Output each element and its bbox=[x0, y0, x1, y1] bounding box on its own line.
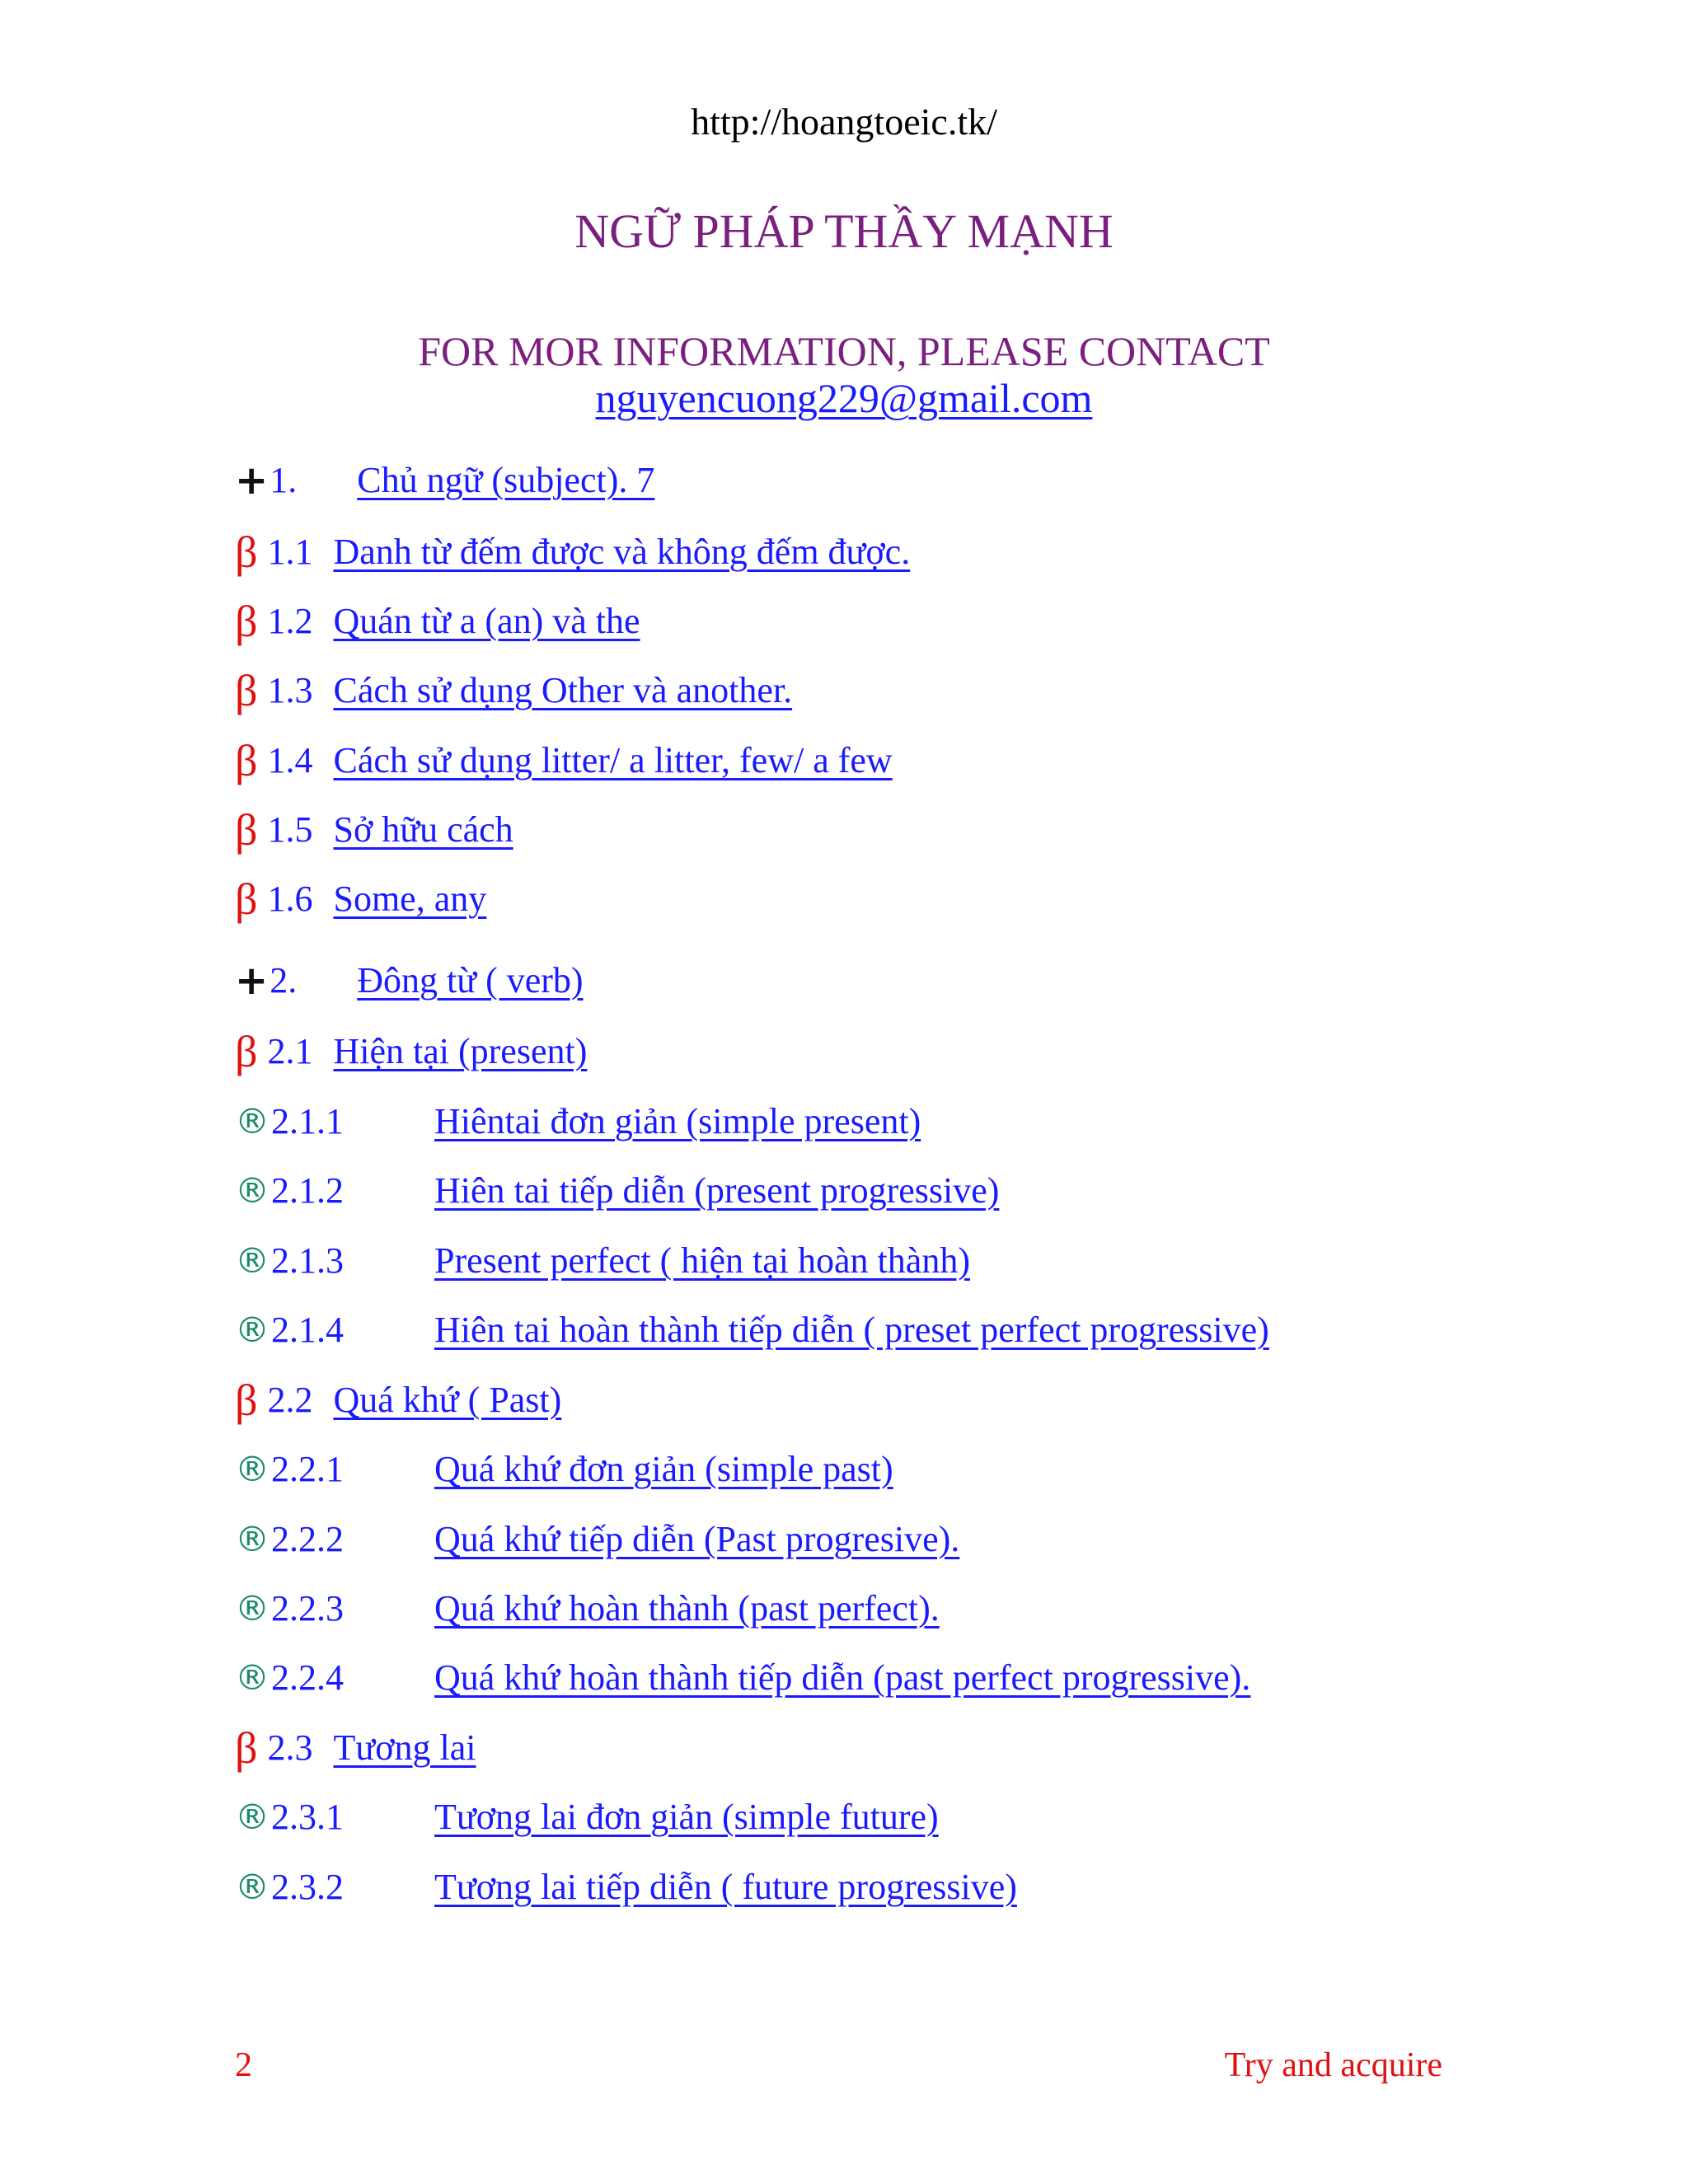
toc-number: 2.1 bbox=[267, 1031, 313, 1071]
toc-text: Danh từ đếm được và không đếm được. bbox=[333, 532, 911, 572]
registered-bullet-icon: ® bbox=[235, 1101, 270, 1141]
contact-line: FOR MOR INFORMATION, PLEASE CONTACT bbox=[418, 328, 1270, 374]
toc-link[interactable] bbox=[267, 1723, 476, 1773]
toc-text: Some, any bbox=[333, 879, 487, 919]
toc-text: Quá khứ đơn giản (simple past) bbox=[434, 1449, 893, 1489]
toc-link[interactable] bbox=[267, 874, 486, 924]
header-url: http://hoangtoeic.tk/ bbox=[691, 101, 997, 143]
toc-link[interactable] bbox=[271, 1097, 921, 1146]
toc-row[interactable] bbox=[235, 452, 654, 509]
toc-number: 1.4 bbox=[267, 740, 313, 780]
toc-row[interactable] bbox=[235, 593, 640, 650]
toc-link[interactable] bbox=[267, 597, 640, 646]
toc-number: 2.1.4 bbox=[271, 1310, 344, 1350]
toc-link[interactable] bbox=[270, 456, 654, 505]
toc-row[interactable] bbox=[235, 1511, 959, 1568]
toc-text: Chủ ngữ (subject). 7 bbox=[357, 460, 655, 500]
beta-bullet-icon: β bbox=[235, 736, 258, 785]
toc-row[interactable] bbox=[235, 1162, 999, 1220]
toc-link[interactable] bbox=[271, 1166, 999, 1216]
toc-row[interactable] bbox=[235, 1093, 921, 1151]
toc-number: 1.6 bbox=[267, 879, 313, 919]
toc-row[interactable] bbox=[235, 662, 792, 719]
toc-link[interactable] bbox=[267, 805, 513, 855]
registered-bullet-icon: ® bbox=[235, 1170, 270, 1211]
toc-text: Cách sử dụng litter/ a litter, few/ a few bbox=[333, 740, 893, 780]
beta-bullet-icon: β bbox=[235, 1723, 258, 1773]
toc-link[interactable] bbox=[267, 1027, 587, 1076]
toc-number: 2.3.2 bbox=[271, 1867, 344, 1907]
toc-number: 1.5 bbox=[267, 809, 313, 850]
toc-text: Quá khứ hoàn thành tiếp diễn (past perfect progressive). bbox=[434, 1657, 1251, 1698]
toc-number: 2.3.1 bbox=[271, 1797, 344, 1837]
toc-number: 2.1.2 bbox=[271, 1170, 344, 1211]
plus-bullet-icon: + bbox=[235, 958, 269, 1004]
toc-row[interactable] bbox=[235, 523, 910, 581]
toc-text: Hiêntai đơn giản (simple present) bbox=[434, 1101, 921, 1141]
toc-row[interactable] bbox=[235, 952, 584, 1010]
registered-bullet-icon: ® bbox=[235, 1310, 270, 1350]
toc-link[interactable] bbox=[267, 527, 910, 577]
toc-link[interactable] bbox=[271, 1515, 959, 1564]
document-title: NGỮ PHÁP THẦY MẠNH bbox=[574, 204, 1114, 258]
contact-email-link[interactable]: nguyencuong229@gmail.com bbox=[595, 375, 1093, 421]
toc-text: Quán từ a (an) và the bbox=[333, 601, 640, 641]
registered-bullet-icon: ® bbox=[235, 1657, 270, 1698]
toc-link[interactable] bbox=[271, 1236, 970, 1286]
registered-bullet-icon: ® bbox=[235, 1519, 270, 1559]
toc-row[interactable] bbox=[235, 1719, 476, 1777]
beta-bullet-icon: β bbox=[235, 874, 258, 924]
toc-link[interactable] bbox=[271, 1305, 1269, 1355]
page-number: 2 bbox=[235, 2046, 252, 2084]
toc-number: 2.3 bbox=[267, 1727, 313, 1768]
toc-number: 2. bbox=[270, 960, 298, 1001]
toc-number: 2.2.1 bbox=[271, 1449, 344, 1489]
toc-number: 2.2.3 bbox=[271, 1588, 344, 1629]
toc-number: 2.1.1 bbox=[271, 1101, 344, 1141]
toc-text: Hiên tai hoàn thành tiếp diễn ( preset perfect progressive) bbox=[434, 1310, 1269, 1350]
toc-text: Đông từ ( verb) bbox=[357, 960, 584, 1001]
beta-bullet-icon: β bbox=[235, 527, 258, 577]
toc-text: Tương lai bbox=[333, 1727, 476, 1768]
toc-number: 1. bbox=[270, 460, 298, 500]
toc-row[interactable] bbox=[235, 1371, 561, 1429]
toc-row[interactable] bbox=[235, 1232, 970, 1290]
contact-email-wrapper bbox=[0, 373, 1688, 424]
toc-number: 2.2.4 bbox=[271, 1657, 344, 1698]
toc-link[interactable] bbox=[271, 1445, 893, 1494]
toc-text: Hiên tai tiếp diễn (present progressive) bbox=[434, 1170, 1000, 1211]
toc-text: Quá khứ tiếp diễn (Past progresive). bbox=[434, 1519, 960, 1559]
toc-text: Tương lai đơn giản (simple future) bbox=[434, 1797, 939, 1837]
toc-text: Quá khứ hoàn thành (past perfect). bbox=[434, 1588, 940, 1629]
registered-bullet-icon: ® bbox=[235, 1449, 270, 1489]
registered-bullet-icon: ® bbox=[235, 1867, 270, 1907]
toc-number: 1.2 bbox=[267, 601, 313, 641]
toc-number: 2.2.2 bbox=[271, 1519, 344, 1559]
toc-row[interactable] bbox=[235, 1580, 940, 1638]
toc-text: Tương lai tiếp diễn ( future progressive) bbox=[434, 1867, 1017, 1907]
toc-row[interactable] bbox=[235, 1301, 1269, 1359]
toc-row[interactable] bbox=[235, 1023, 587, 1080]
toc-link[interactable] bbox=[270, 956, 583, 1005]
toc-link[interactable] bbox=[271, 1584, 940, 1633]
beta-bullet-icon: β bbox=[235, 805, 258, 855]
toc-link[interactable] bbox=[271, 1653, 1250, 1703]
registered-bullet-icon: ® bbox=[235, 1240, 270, 1281]
toc-row[interactable] bbox=[235, 732, 893, 790]
toc-text: Hiện tại (present) bbox=[333, 1031, 588, 1071]
toc-row[interactable] bbox=[235, 1441, 893, 1498]
beta-bullet-icon: β bbox=[235, 597, 258, 646]
toc-link[interactable] bbox=[271, 1793, 939, 1842]
registered-bullet-icon: ® bbox=[235, 1797, 270, 1837]
toc-row[interactable] bbox=[235, 870, 486, 928]
registered-bullet-icon: ® bbox=[235, 1588, 270, 1629]
toc-number: 1.3 bbox=[267, 670, 313, 710]
toc-row[interactable] bbox=[235, 1858, 1017, 1916]
beta-bullet-icon: β bbox=[235, 1027, 258, 1076]
toc-row[interactable] bbox=[235, 801, 513, 859]
toc-row[interactable] bbox=[235, 1649, 1250, 1707]
toc-link[interactable] bbox=[267, 666, 792, 715]
beta-bullet-icon: β bbox=[235, 1376, 258, 1425]
toc-text: Present perfect ( hiện tại hoàn thành) bbox=[434, 1240, 970, 1281]
toc-number: 2.1.3 bbox=[271, 1240, 344, 1281]
toc-row[interactable] bbox=[235, 1788, 939, 1846]
toc-link[interactable] bbox=[267, 1376, 561, 1425]
toc-number: 2.2 bbox=[267, 1380, 313, 1420]
toc-number: 1.1 bbox=[267, 532, 313, 572]
footer-motto: Try and acquire bbox=[1224, 2046, 1442, 2084]
toc-link[interactable] bbox=[271, 1863, 1017, 1912]
toc-link[interactable] bbox=[267, 736, 892, 785]
beta-bullet-icon: β bbox=[235, 666, 258, 715]
toc-text: Quá khứ ( Past) bbox=[333, 1380, 562, 1420]
toc-text: Cách sử dụng Other và another. bbox=[333, 670, 793, 710]
toc-text: Sở hữu cách bbox=[333, 809, 513, 850]
plus-bullet-icon: + bbox=[235, 457, 269, 504]
